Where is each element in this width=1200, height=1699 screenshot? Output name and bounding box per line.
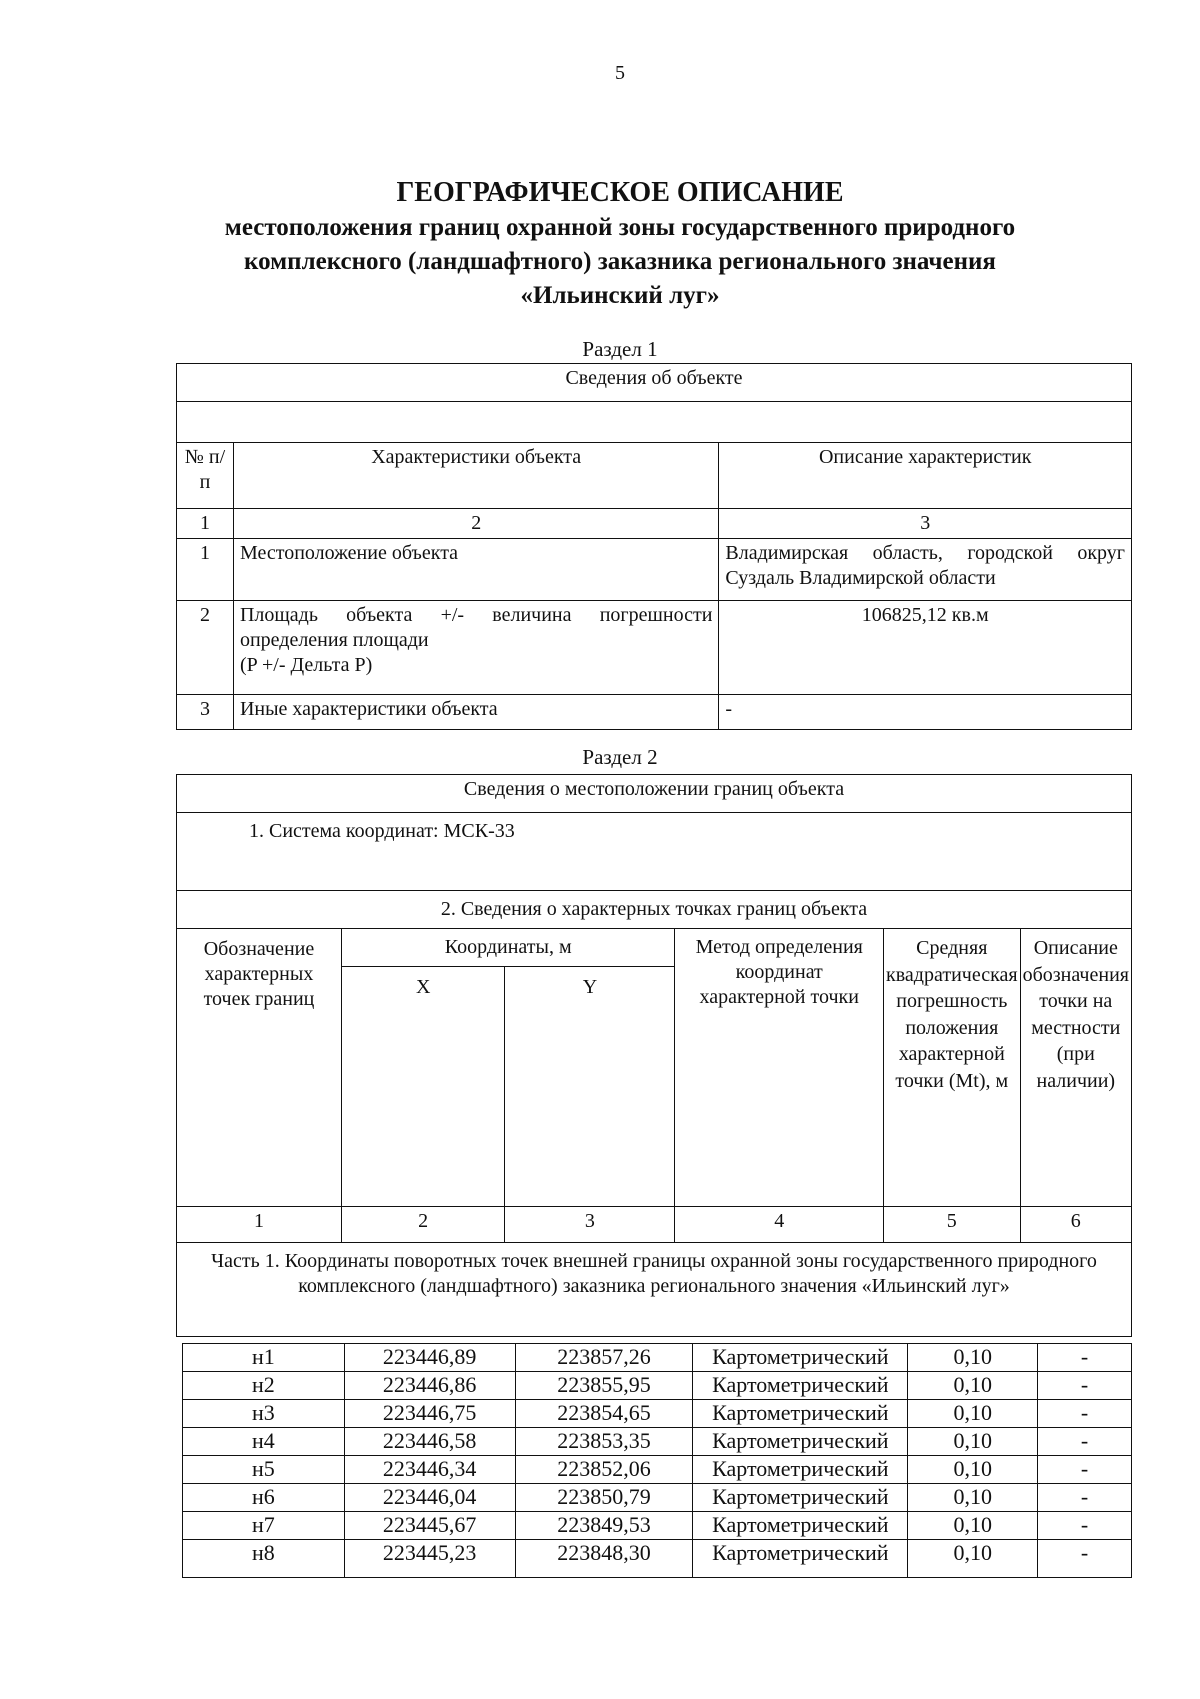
point-description: - — [1038, 1372, 1132, 1400]
col-error: Средняя квадратическая погрешность положения характерной точки (Mt), м — [884, 929, 1021, 1207]
row-2-name-line-3: (P +/- Дельта P) — [239, 654, 373, 676]
point-method: Картометрический — [693, 1484, 908, 1512]
col-header-characteristics: Характеристики объекта — [233, 443, 718, 509]
col-header-description: Описание характеристик — [719, 443, 1132, 509]
table-row — [183, 1456, 1132, 1484]
page-number: 5 — [615, 62, 625, 84]
point-id: н8 — [183, 1540, 345, 1578]
point-id: н5 — [183, 1456, 345, 1484]
object-info-header: Сведения об объекте — [177, 364, 1132, 402]
point-id: н1 — [183, 1344, 345, 1372]
row-2-name — [233, 601, 718, 695]
point-y: 223853,35 — [515, 1428, 693, 1456]
empty-row — [177, 402, 1132, 443]
point-id: н2 — [183, 1372, 345, 1400]
point-x: 223445,23 — [344, 1540, 515, 1578]
point-id: н7 — [183, 1512, 345, 1540]
section-1-label: Раздел 1 — [582, 337, 658, 361]
table-row — [183, 1344, 1132, 1372]
row-3-name: Иные характеристики объекта — [233, 695, 718, 730]
point-y: 223854,65 — [515, 1400, 693, 1428]
point-description: - — [1038, 1484, 1132, 1512]
col-y: Y — [505, 967, 675, 1207]
table-row — [183, 1540, 1132, 1578]
point-y: 223857,26 — [515, 1344, 693, 1372]
point-id: н6 — [183, 1484, 345, 1512]
point-x: 223445,67 — [344, 1512, 515, 1540]
point-y: 223852,06 — [515, 1456, 693, 1484]
coordinate-system: 1. Система координат: МСК-33 — [177, 813, 1132, 891]
title-line-4: «Ильинский луг» — [520, 282, 720, 309]
table-row — [183, 1484, 1132, 1512]
col-header-number: № п/п — [177, 443, 234, 509]
boundary-info-table — [176, 774, 1132, 1337]
point-id: н3 — [183, 1400, 345, 1428]
col-description: Описание обозначения точки на местности (при наличии) — [1020, 929, 1131, 1207]
point-error: 0,10 — [908, 1428, 1038, 1456]
point-error: 0,10 — [908, 1484, 1038, 1512]
object-info-table — [176, 363, 1132, 730]
title-main: ГЕОГРАФИЧЕСКОЕ ОПИСАНИЕ — [396, 177, 844, 208]
table-row — [183, 1372, 1132, 1400]
section-2-label: Раздел 2 — [582, 745, 658, 769]
row-3-value: - — [719, 695, 1132, 730]
col-number-4: 4 — [675, 1207, 884, 1243]
col-number-3: 3 — [505, 1207, 675, 1243]
col-number-1: 1 — [177, 1207, 342, 1243]
point-x: 223446,75 — [344, 1400, 515, 1428]
point-description: - — [1038, 1540, 1132, 1578]
row-3-number: 3 — [177, 695, 234, 730]
table-row — [183, 1428, 1132, 1456]
point-y: 223848,30 — [515, 1540, 693, 1578]
point-error: 0,10 — [908, 1540, 1038, 1578]
point-method: Картометрический — [693, 1400, 908, 1428]
title-line-2: местоположения границ охранной зоны государственного природного — [224, 214, 1016, 241]
row-1-value: Владимирская область, городской округ Суздаль Владимирской области — [719, 539, 1132, 601]
point-y: 223850,79 — [515, 1484, 693, 1512]
row-1-number: 1 — [177, 539, 234, 601]
table-row — [183, 1400, 1132, 1428]
point-error: 0,10 — [908, 1400, 1038, 1428]
col-number-6: 6 — [1020, 1207, 1131, 1243]
points-header: 2. Сведения о характерных точках границ объекта — [177, 891, 1132, 929]
col-number-1: 1 — [177, 509, 234, 539]
point-description: - — [1038, 1512, 1132, 1540]
point-method: Картометрический — [693, 1540, 908, 1578]
row-1-name: Местоположение объекта — [233, 539, 718, 601]
document-title — [120, 175, 1120, 313]
point-x: 223446,58 — [344, 1428, 515, 1456]
row-2-name-line-1: Площадь объекта +/- величина погрешности — [239, 604, 713, 626]
point-error: 0,10 — [908, 1512, 1038, 1540]
point-y: 223855,95 — [515, 1372, 693, 1400]
row-2-number: 2 — [177, 601, 234, 695]
point-id: н4 — [183, 1428, 345, 1456]
table-row — [183, 1512, 1132, 1540]
part-1-title: Часть 1. Координаты поворотных точек внешней границы охранной зоны государственного природного комплексного (ландшафтного) заказника регионального значения «Ильинский луг» — [177, 1243, 1132, 1337]
point-x: 223446,86 — [344, 1372, 515, 1400]
title-line-3: комплексного (ландшафтного) заказника регионального значения — [244, 248, 996, 275]
point-y: 223849,53 — [515, 1512, 693, 1540]
row-2-name-line-2: определения площади — [239, 629, 429, 651]
col-method: Метод определения координат характерной точки — [675, 929, 884, 1207]
point-method: Картометрический — [693, 1344, 908, 1372]
col-x: X — [341, 967, 504, 1207]
col-number-5: 5 — [884, 1207, 1021, 1243]
row-2-value: 106825,12 кв.м — [719, 601, 1132, 695]
col-designation: Обозначение характерных точек границ — [177, 929, 342, 1207]
col-number-3: 3 — [719, 509, 1132, 539]
boundary-info-header: Сведения о местоположении границ объекта — [177, 775, 1132, 813]
point-method: Картометрический — [693, 1428, 908, 1456]
point-method: Картометрический — [693, 1372, 908, 1400]
point-error: 0,10 — [908, 1344, 1038, 1372]
points-table — [182, 1343, 1132, 1578]
point-method: Картометрический — [693, 1456, 908, 1484]
point-x: 223446,04 — [344, 1484, 515, 1512]
col-number-2: 2 — [341, 1207, 504, 1243]
point-x: 223446,89 — [344, 1344, 515, 1372]
point-description: - — [1038, 1428, 1132, 1456]
point-description: - — [1038, 1400, 1132, 1428]
point-description: - — [1038, 1456, 1132, 1484]
point-description: - — [1038, 1344, 1132, 1372]
col-number-2: 2 — [233, 509, 718, 539]
col-coordinates: Координаты, м — [341, 929, 675, 967]
point-x: 223446,34 — [344, 1456, 515, 1484]
point-error: 0,10 — [908, 1372, 1038, 1400]
point-method: Картометрический — [693, 1512, 908, 1540]
point-error: 0,10 — [908, 1456, 1038, 1484]
